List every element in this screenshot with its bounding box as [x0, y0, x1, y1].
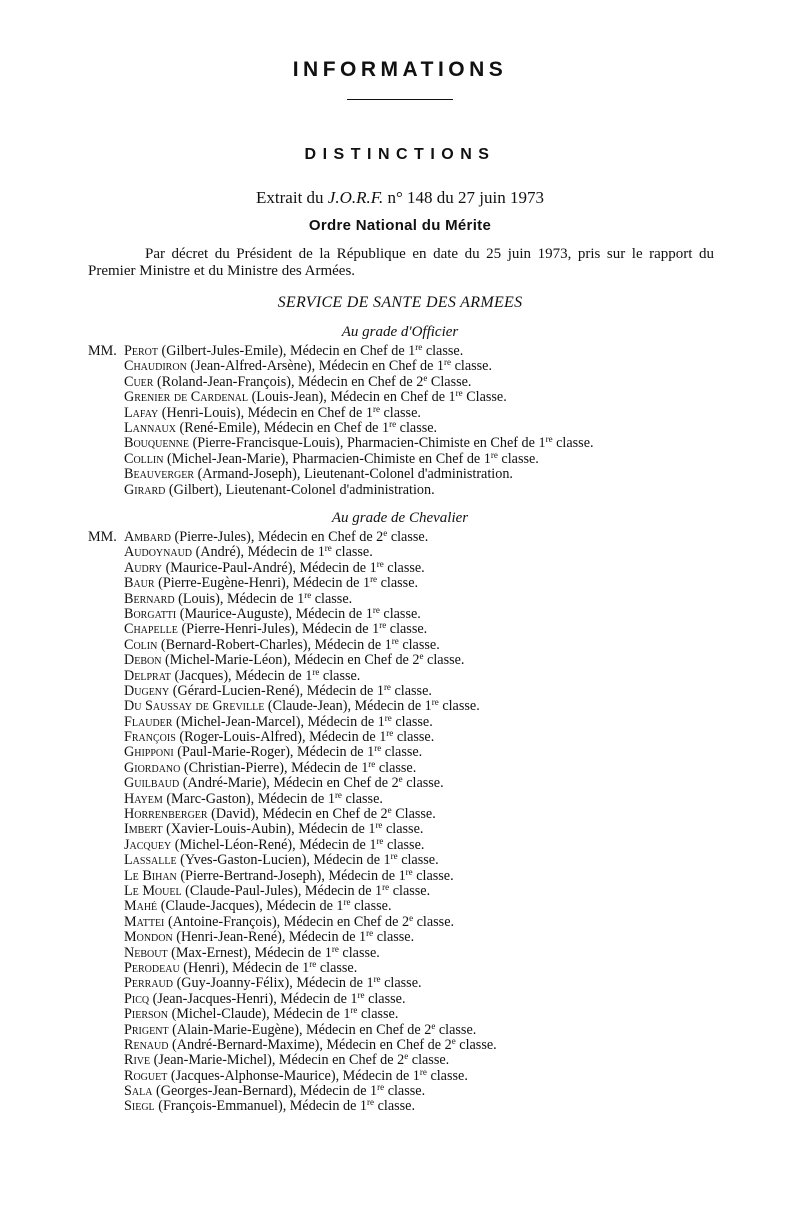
person-details: (Pierre-Jules), Médecin en Chef de 2: [170, 529, 384, 545]
class-suffix: classe.: [497, 450, 539, 467]
person-details: (André-Marie), Médecin en Chef de 2: [179, 775, 399, 792]
person-details: (François-Emmanuel), Médecin de 1: [154, 1098, 368, 1115]
person-details: (Michel-Jean-Marcel), Médecin de 1: [172, 713, 385, 730]
person-surname: Bouquenne: [124, 435, 190, 452]
class-suffix: classe.: [364, 990, 406, 1007]
class-suffix: classe.: [380, 975, 422, 992]
list-item: [0, 976, 800, 991]
class-superscript: re: [376, 835, 384, 846]
class-suffix: classe.: [341, 790, 383, 807]
person-details: (Pierre-Eugène-Henri), Médecin de 1: [154, 575, 371, 592]
grade-chevalier-title: Au grade de Chevalier: [331, 510, 469, 526]
person-surname: Imbert: [124, 821, 163, 838]
person-details: (Claude-Jacques), Médecin de 1: [157, 898, 344, 915]
class-suffix: classe.: [331, 544, 373, 561]
class-superscript: e: [409, 912, 414, 923]
grade-officier-title: Au grade d'Officier: [341, 324, 459, 340]
class-superscript: re: [357, 989, 365, 1000]
person-surname: Lafay: [124, 404, 159, 421]
person-surname: Horrenberger: [124, 806, 208, 823]
class-superscript: e: [451, 1035, 456, 1046]
extrait-prefix: Extrait du: [256, 188, 328, 207]
officier-list: [0, 344, 800, 498]
list-item: [0, 1053, 800, 1068]
class-superscript: re: [312, 666, 320, 677]
person-details: (Michel-Jean-Marie), Pharmacien-Chimiste en Chef de 1: [163, 450, 491, 467]
class-superscript: re: [379, 620, 387, 631]
class-suffix: classe.: [384, 1083, 426, 1100]
extrait-suffix: n° 148 du 27 juin 1973: [383, 188, 544, 207]
class-superscript: re: [419, 1066, 427, 1077]
person-details: (Jean-Alfred-Arsène), Médecin en Chef de 1: [186, 358, 445, 375]
class-suffix: classe.: [413, 913, 455, 930]
person-surname: Pierson: [124, 1006, 169, 1023]
class-suffix: classe.: [391, 713, 433, 730]
person-details: (Michel-Claude), Médecin de 1: [168, 1006, 351, 1023]
list-item: [0, 403, 800, 421]
list-item: [0, 558, 800, 576]
person-details: (Yves-Gaston-Lucien), Médecin de 1: [176, 852, 391, 869]
person-details: (René-Emile), Médecin en Chef de 1: [176, 419, 390, 436]
class-suffix: classe.: [373, 929, 415, 946]
class-superscript: re: [431, 697, 439, 708]
person-details: (Jacques-Alphonse-Maurice), Médecin de 1: [167, 1067, 420, 1084]
class-suffix: classe.: [451, 358, 493, 375]
list-item: [0, 359, 800, 374]
class-suffix: classe.: [422, 343, 464, 359]
person-surname: Hayem: [124, 790, 163, 807]
person-details: (Max-Ernest), Médecin de 1: [167, 944, 332, 961]
list-item: [0, 622, 800, 637]
service-title: SERVICE DE SANTE DES ARMEES: [277, 294, 523, 311]
person-details: (Armand-Joseph), Lieutenant-Colonel d'administration.: [194, 466, 513, 483]
person-details: (Roger-Louis-Alfred), Médecin de 1: [175, 729, 387, 746]
class-suffix: Classe.: [391, 806, 436, 823]
class-suffix: classe.: [381, 744, 423, 761]
class-suffix: classe.: [402, 775, 444, 792]
person-details: (David), Médecin en Chef de 2: [207, 806, 388, 823]
list-item: [0, 1007, 800, 1022]
person-surname: Mahé: [124, 898, 158, 915]
class-superscript: re: [367, 1097, 375, 1108]
list-item: [0, 436, 800, 451]
list-item: [0, 589, 800, 607]
class-superscript: re: [331, 943, 339, 954]
class-suffix: classe.: [311, 590, 353, 607]
person-surname: Giordano: [124, 759, 181, 776]
title-divider: [347, 99, 453, 100]
class-superscript: re: [368, 758, 376, 769]
class-superscript: re: [343, 897, 351, 908]
list-item: [0, 789, 800, 807]
person-surname: François: [124, 729, 176, 746]
person-details: (André), Médecin de 1: [192, 544, 325, 561]
list-item: [0, 835, 800, 853]
list-item: [0, 912, 800, 930]
person-details: (Maurice-Paul-André), Médecin de 1: [162, 559, 377, 576]
class-suffix: classe.: [438, 698, 480, 715]
class-suffix: classe.: [435, 1021, 477, 1038]
list-item: [0, 681, 800, 699]
class-suffix: classe.: [379, 404, 421, 421]
person-details: (Henri-Jean-René), Médecin de 1: [172, 929, 367, 946]
class-superscript: re: [374, 743, 382, 754]
person-details: (Gérard-Lucien-René), Médecin de 1: [169, 682, 384, 699]
person-surname: Mondon: [124, 929, 173, 946]
extrait-jorf: J.O.R.F.: [327, 188, 384, 207]
class-suffix: classe.: [377, 575, 419, 592]
list-item: [0, 989, 800, 1007]
list-item: [0, 1035, 800, 1053]
list-item: [0, 699, 800, 714]
person-surname: Lassalle: [124, 852, 177, 869]
person-surname: Sala: [124, 1083, 153, 1100]
class-suffix: Classe.: [462, 389, 507, 406]
class-superscript: re: [350, 1005, 358, 1016]
list-item: [0, 390, 800, 405]
person-details: (Jean-Jacques-Henri), Médecin de 1: [149, 990, 358, 1007]
class-suffix: classe.: [383, 836, 425, 853]
list-item: [0, 853, 800, 868]
class-superscript: e: [419, 651, 424, 662]
person-surname: Perot: [124, 343, 158, 359]
class-suffix: classe.: [412, 867, 454, 884]
person-surname: Audoynaud: [124, 544, 193, 561]
person-surname: Prigent: [124, 1021, 169, 1038]
class-suffix: classe.: [338, 944, 380, 961]
person-details: (Pierre-Francisque-Louis), Pharmacien-Chimiste en Chef de 1: [189, 435, 546, 452]
extrait-line: [0, 188, 800, 208]
person-details: (Louis-Jean), Médecin en Chef de 1: [248, 389, 456, 406]
person-surname: Grenier de Cardenal: [124, 389, 249, 406]
class-suffix: classe.: [375, 759, 417, 776]
list-item: [0, 653, 800, 668]
class-superscript: re: [455, 388, 463, 399]
class-superscript: re: [309, 958, 317, 969]
person-surname: Jacquey: [124, 836, 172, 853]
class-superscript: re: [324, 543, 332, 554]
person-details: (Bernard-Robert-Charles), Médecin de 1: [157, 636, 392, 653]
list-item: [0, 576, 800, 591]
list-item: [0, 930, 800, 945]
class-superscript: re: [372, 403, 380, 414]
list-item: [0, 1099, 800, 1114]
class-suffix: classe.: [316, 959, 358, 976]
list-item: [0, 745, 800, 760]
class-superscript: re: [383, 681, 391, 692]
person-surname: Du Saussay de Greville: [124, 698, 265, 715]
class-superscript: re: [444, 357, 452, 368]
person-surname: Cuer: [124, 373, 154, 390]
class-superscript: re: [405, 866, 413, 877]
person-details: (Georges-Jean-Bernard), Médecin de 1: [152, 1083, 378, 1100]
person-surname: Beauverger: [124, 466, 195, 483]
person-details: (Marc-Gaston), Médecin de 1: [162, 790, 335, 807]
person-details: (Henri), Médecin de 1: [179, 959, 310, 976]
class-superscript: re: [370, 574, 378, 585]
person-details: (Maurice-Auguste), Médecin de 1: [176, 605, 373, 622]
list-item: [0, 666, 800, 684]
person-details: (Paul-Marie-Roger), Médecin de 1: [173, 744, 375, 761]
class-suffix: classe.: [387, 529, 429, 545]
class-superscript: re: [490, 449, 498, 460]
person-surname: Borgatti: [124, 605, 177, 622]
person-surname: Ambard: [124, 529, 171, 545]
person-surname: Le Bihan: [124, 867, 177, 884]
person-surname: Girard: [124, 481, 166, 498]
class-suffix: classe.: [389, 882, 431, 899]
ordre-title: Ordre National du Mérite: [308, 217, 492, 234]
class-suffix: classe.: [386, 621, 428, 638]
class-superscript: re: [376, 558, 384, 569]
person-surname: Guilbaud: [124, 775, 180, 792]
person-details: (Pierre-Bertrand-Joseph), Médecin de 1: [176, 867, 406, 884]
class-suffix: classe.: [350, 898, 392, 915]
person-details: (Xavier-Louis-Aubin), Médecin de 1: [162, 821, 376, 838]
class-suffix: classe.: [426, 1067, 468, 1084]
person-surname: Rive: [124, 1052, 151, 1069]
class-superscript: re: [366, 928, 374, 939]
class-suffix: classe.: [552, 435, 594, 452]
list-item: [0, 467, 800, 482]
class-suffix: Classe.: [427, 373, 472, 390]
list-item: [0, 712, 800, 730]
person-surname: Delprat: [124, 667, 171, 684]
person-surname: Bernard: [124, 590, 175, 607]
person-details: (Gilbert), Lieutenant-Colonel d'administration.: [165, 481, 435, 498]
person-details: (Michel-Marie-Léon), Médecin en Chef de 2: [161, 652, 420, 669]
class-superscript: re: [386, 728, 394, 739]
class-superscript: e: [387, 805, 392, 816]
class-suffix: classe.: [397, 852, 439, 869]
class-suffix: classe.: [455, 1036, 497, 1053]
person-surname: Collin: [124, 450, 164, 467]
person-surname: Perodeau: [124, 959, 180, 976]
class-suffix: classe.: [396, 419, 438, 436]
list-item: [0, 1020, 800, 1038]
person-surname: Renaud: [124, 1036, 169, 1053]
person-surname: Roguet: [124, 1067, 168, 1084]
class-superscript: e: [398, 774, 403, 785]
class-suffix: classe.: [393, 729, 435, 746]
list-item: [0, 545, 800, 560]
class-superscript: e: [423, 372, 428, 383]
class-suffix: classe.: [382, 821, 424, 838]
person-details: (Christian-Pierre), Médecin de 1: [180, 759, 369, 776]
honorific-prefix: MM.: [88, 529, 117, 545]
class-superscript: re: [304, 589, 312, 600]
person-surname: Audry: [124, 559, 163, 576]
person-details: (Jean-Marie-Michel), Médecin en Chef de 2: [150, 1052, 405, 1069]
list-item: [0, 449, 800, 467]
class-suffix: classe.: [383, 559, 425, 576]
class-superscript: re: [382, 881, 390, 892]
person-surname: Chaudiron: [124, 358, 187, 375]
person-details: (Antoine-François), Médecin en Chef de 2: [164, 913, 410, 930]
list-item: [0, 1066, 800, 1084]
person-details: (Louis), Médecin de 1: [174, 590, 305, 607]
list-item: [0, 776, 800, 791]
class-suffix: classe.: [357, 1006, 399, 1023]
honorific-prefix: MM.: [88, 343, 117, 359]
list-item: [0, 943, 800, 961]
list-item: [0, 866, 800, 884]
person-surname: Picq: [124, 990, 150, 1007]
class-superscript: re: [375, 820, 383, 831]
class-superscript: e: [431, 1020, 436, 1031]
person-surname: Nebout: [124, 944, 168, 961]
list-item: [0, 372, 800, 390]
section-title: DISTINCTIONS: [304, 146, 496, 163]
class-suffix: classe.: [390, 682, 432, 699]
list-item: [0, 881, 800, 899]
person-details: (Pierre-Henri-Jules), Médecin de 1: [177, 621, 380, 638]
person-details: (Roland-Jean-François), Médecin en Chef de 2: [153, 373, 424, 390]
class-suffix: classe.: [374, 1098, 416, 1115]
person-surname: Mattei: [124, 913, 165, 930]
class-superscript: re: [384, 712, 392, 723]
person-details: (André-Bernard-Maxime), Médecin en Chef de 2: [168, 1036, 452, 1053]
person-surname: Dugeny: [124, 682, 170, 699]
person-details: (Guy-Joanny-Félix), Médecin de 1: [173, 975, 374, 992]
class-superscript: e: [404, 1051, 409, 1062]
class-superscript: re: [372, 604, 380, 615]
class-superscript: re: [390, 851, 398, 862]
person-surname: Siegl: [124, 1098, 155, 1115]
person-surname: Flauder: [124, 713, 173, 730]
person-details: (Claude-Paul-Jules), Médecin de 1: [181, 882, 383, 899]
chevalier-list: [0, 530, 800, 1115]
list-item: [0, 899, 800, 914]
person-surname: Perraud: [124, 975, 174, 992]
class-superscript: re: [334, 789, 342, 800]
class-superscript: re: [389, 418, 397, 429]
decree-paragraph: Par décret du Président de la République en date du 25 juin 1973, pris sur le rapport du Premier Ministre et du Ministre des Armées.: [88, 246, 714, 279]
class-superscript: re: [377, 1082, 385, 1093]
page-title: INFORMATIONS: [292, 58, 508, 81]
person-surname: Lannaux: [124, 419, 176, 436]
person-details: (Michel-Léon-René), Médecin de 1: [171, 836, 377, 853]
person-surname: Debon: [124, 652, 162, 669]
class-superscript: re: [415, 342, 423, 352]
class-suffix: classe.: [319, 667, 361, 684]
class-suffix: classe.: [423, 652, 465, 669]
class-superscript: re: [373, 974, 381, 985]
list-item: [0, 822, 800, 837]
list-item: [0, 483, 800, 498]
list-item: [0, 635, 800, 653]
person-details: (Henri-Louis), Médecin en Chef de 1: [158, 404, 373, 421]
class-suffix: classe.: [379, 605, 421, 622]
class-superscript: re: [545, 434, 553, 445]
person-surname: Le Mouel: [124, 882, 182, 899]
class-suffix: classe.: [408, 1052, 450, 1069]
person-surname: Colin: [124, 636, 158, 653]
person-surname: Baur: [124, 575, 155, 592]
person-surname: Chapelle: [124, 621, 178, 638]
class-suffix: classe.: [398, 636, 440, 653]
class-superscript: e: [383, 528, 388, 538]
person-details: (Jacques), Médecin de 1: [170, 667, 313, 684]
class-superscript: re: [391, 635, 399, 646]
person-details: (Claude-Jean), Médecin de 1: [264, 698, 432, 715]
list-item: [0, 530, 800, 545]
person-details: (Alain-Marie-Eugène), Médecin en Chef de 2: [168, 1021, 432, 1038]
person-surname: Ghipponi: [124, 744, 174, 761]
person-details: (Gilbert-Jules-Emile), Médecin en Chef de 1: [158, 343, 416, 359]
